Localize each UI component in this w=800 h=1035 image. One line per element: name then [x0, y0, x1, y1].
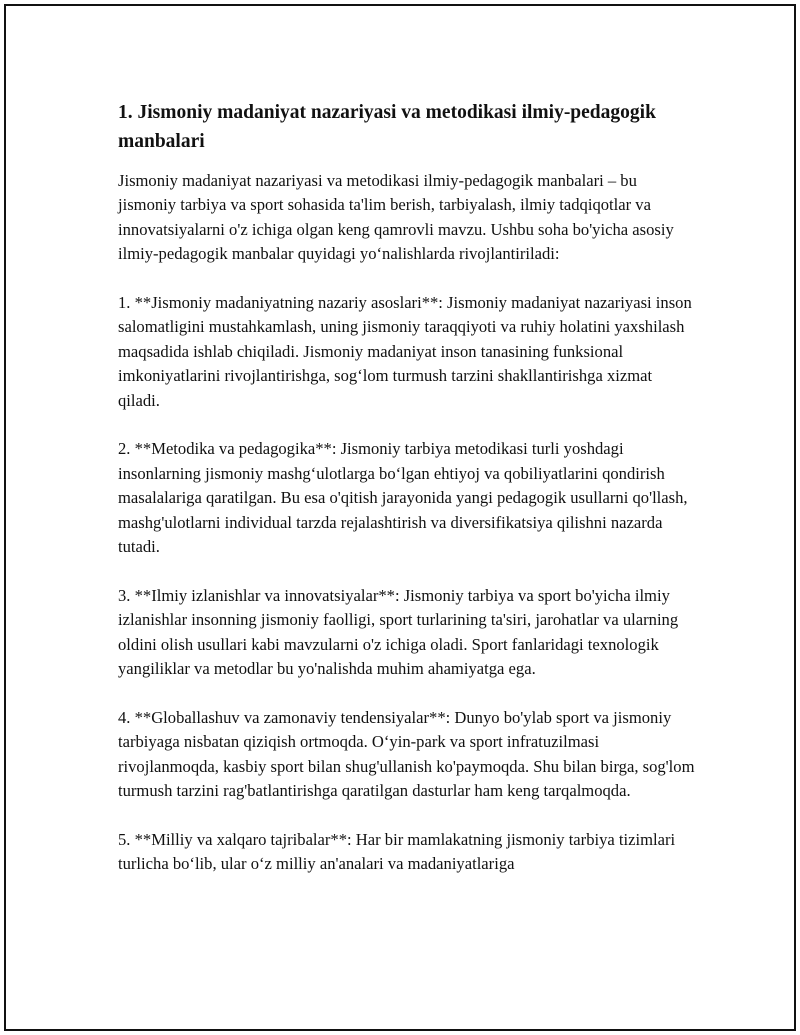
paragraph-3: 3. **Ilmiy izlanishlar va innovatsiyalar**: Jismoniy tarbiya va sport bo'yicha ilmiy izlanishlar insonning jismoniy faolligi, sport turlarining ta'siri, jarohatlar va ularning oldini olish usullari kabi mavzularni o'z ichiga oladi. Sport fanlaridagi texnologik yangiliklar va metodlar bu yo'nalishda muhim ahamiyatga ega. — [118, 585, 679, 679]
intro-paragraph: Jismoniy madaniyat nazariyasi va metodikasi ilmiy-pedagogik manbalari – bu jismoniy tarbiya va sport sohasida ta'lim berish, tarbiyalash, ilmiy tadqiqotlar va innovatsiyalarni o'z ichiga olgan keng qamrovli mavzu. Ushbu soha bo'yicha asosiy ilmiy-pedagogik manbalar quyidagi yo‘nalishlarda rivojlantiriladi: — [118, 171, 674, 264]
paragraph-2: 2. **Metodika va pedagogika**: Jismoniy tarbiya metodikasi turli yoshdagi insonlarning jismoniy mashg‘ulotlarga bo‘lgan ehtiyoj va qobiliyatlarini qondirish masalalariga qaratilgan. Bu esa o'qitish jarayonida yangi pedagogik usullarni qo'llash, mashg'ulotlarni individual tarzda rejalashtirish va diversifikatsiya qilishni nazarda tutadi. — [118, 439, 688, 557]
section-heading: 1. Jismoniy madaniyat nazariyasi va metodikasi ilmiy-pedagogik manbalari — [118, 102, 656, 152]
page-frame — [4, 4, 796, 1031]
paragraph-5: 5. **Milliy va xalqaro tajribalar**: Har bir mamlakatning jismoniy tarbiya tizimlari turlicha bo‘lib, ular o‘z milliy an'analari va madaniyatlariga — [118, 829, 676, 874]
paragraph-4: 4. **Globallashuv va zamonaviy tendensiyalar**: Dunyo bo'ylab sport va jismoniy tarbiyaga nisbatan qiziqish ortmoqda. O‘yin-park va sport infratuzilmasi rivojlanmoqda, kasbiy sport bilan shug'ullanish ko'paymoqda. Shu bilan birga, sog'lom turmush tarzini rag'batlantirishga qaratilgan dasturlar ham keng tarqalmoqda. — [118, 707, 695, 801]
document-body — [118, 98, 698, 901]
paragraph-1: 1. **Jismoniy madaniyatning nazariy asoslari**: Jismoniy madaniyat nazariyasi inson salomatligini mustahkamlash, uning jismoniy taraqqiyoti va ruhiy holatini yaxshilash maqsadida ishlab chiqiladi. Jismoniy madaniyat inson tanasining funksional imkoniyatlarini rivojlantirishga, sog‘lom turmush tarzini shakllantirishga xizmat qiladi. — [118, 293, 692, 410]
